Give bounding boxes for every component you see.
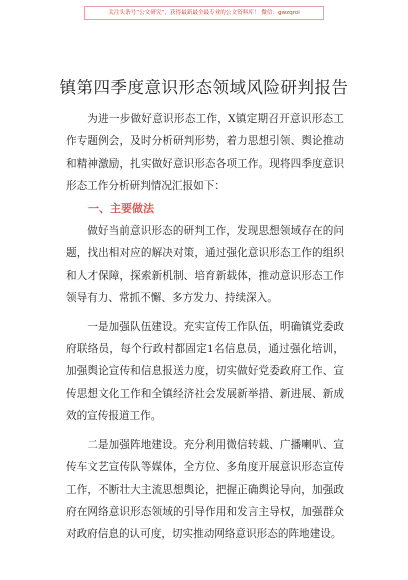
promo-banner: 关注头条号“公文研究”，获得最新最全最专业的公文资料库！ 微信：gwzqroi bbox=[84, 6, 324, 20]
paragraph-team-building: 一是加强队伍建设。充实宣传工作队伍，明确镇党委政府联络员，每个行政村都固定1名信息员，通过强化培训，加强舆论宣传和信息报送力度，切实做好党委政府工作、宣传思想文化工作和全镇经济社会发展新举措、新进展、新成效的宣传报道工作。 bbox=[66, 320, 344, 423]
paragraph-overview: 做好当前意识形态的研判工作，发现思想领域存在的问题，找出相对应的解决对策，通过强化意识形态工作的组织和人才保障，探索新机制、培育新载体，推动意识形态工作领导有力、常抓不懈、多方发力、持续深入。 bbox=[66, 225, 344, 305]
paragraph-position-building: 二是加强阵地建设。充分利用微信转载、广播喇叭、宣传车文艺宣传队等媒体，全方位、多角度开展意识形态宣传工作，不断壮大主流思想舆论，把握正确舆论导向，加强政府在网络意识形态领域的引导作用和发言主导权，加强群众对政府信息的认可度，切实推动网络意识形态的阵地建设。 bbox=[66, 438, 344, 541]
intro-paragraph: 为进一步做好意识形态工作，X镇定期召开意识形态工作专题例会，及时分析研判形势，着力思想引领、舆论推动和精神激励，扎实做好意识形态各项工作。现将四季度意识形态工作分析研判情况汇报如下： bbox=[66, 113, 344, 193]
section-heading-main-practices: 一、主要做法 bbox=[88, 201, 154, 215]
document-title: 镇第四季度意识形态领域风险研判报告 bbox=[59, 78, 349, 97]
document-body bbox=[66, 108, 344, 546]
